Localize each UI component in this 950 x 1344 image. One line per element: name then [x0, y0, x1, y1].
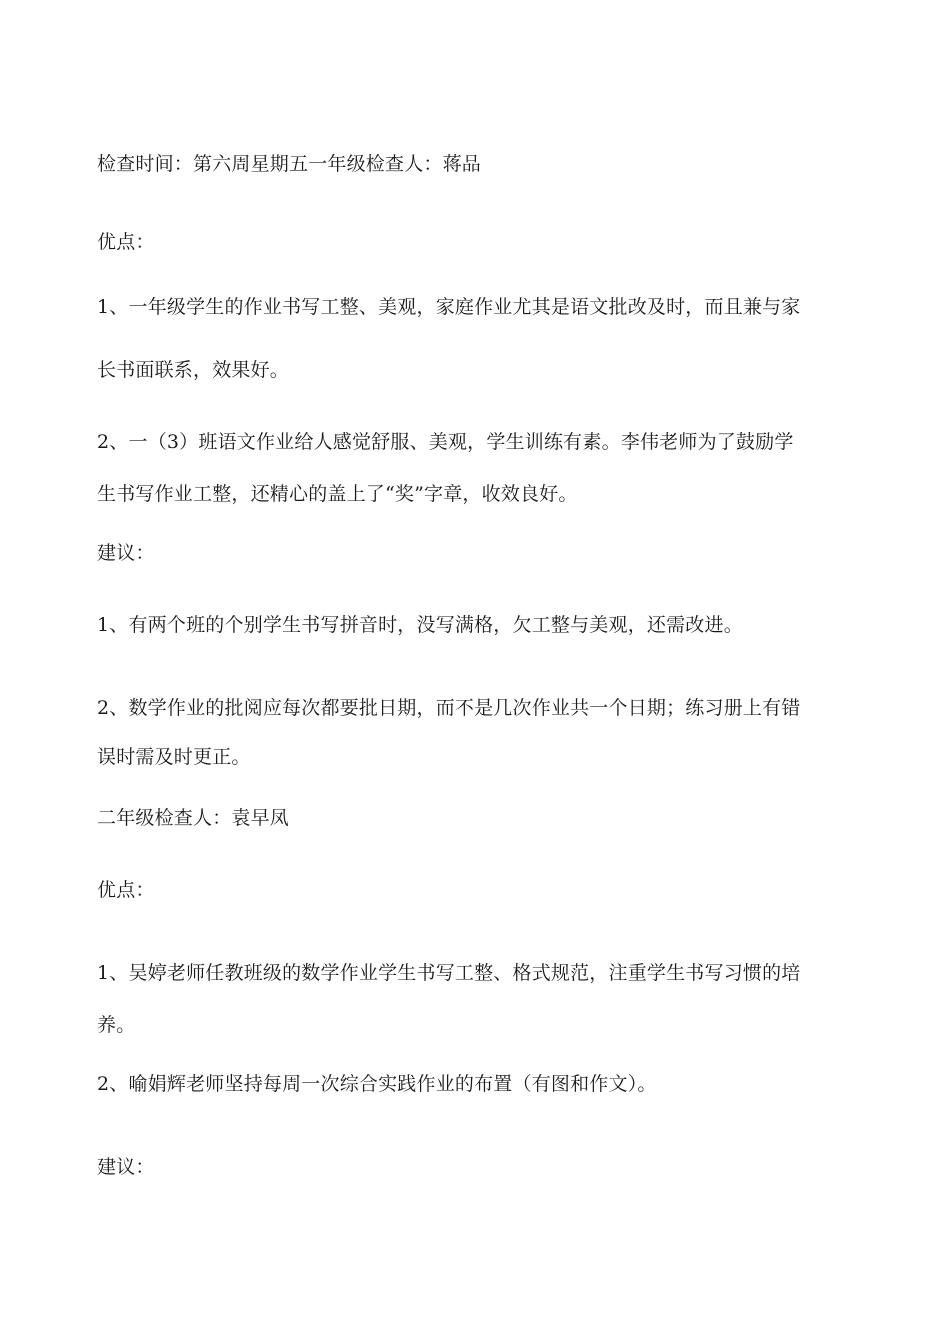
strength-item-4: 2、喻娟辉老师坚持每周一次综合实践作业的布置（有图和作文）。	[97, 1073, 657, 1095]
suggestion-item-2-line-1: 2、数学作业的批阅应每次都要批日期，而不是几次作业共一个日期；练习册上有错	[97, 697, 801, 719]
strength-item-3-line-2: 养。	[97, 1014, 136, 1036]
section-heading-suggestions: 建议：	[97, 542, 155, 564]
strength-item-3-line-1: 1、吴婷老师任教班级的数学作业学生书写工整、格式规范，注重学生书写习惯的培	[97, 962, 801, 984]
strength-item-2-line-1: 2、一（3）班语文作业给人感觉舒服、美观，学生训练有素。李伟老师为了鼓励学	[97, 431, 794, 453]
suggestion-item-2-line-2: 误时需及时更正。	[97, 746, 251, 768]
section-heading-suggestions-2: 建议：	[97, 1156, 155, 1178]
inspection-header-grade-1: 检查时间：第六周星期五一年级检查人：蒋品	[97, 153, 482, 175]
section-heading-strengths-2: 优点：	[97, 879, 155, 901]
strength-item-1-line-1: 1、一年级学生的作业书写工整、美观，家庭作业尤其是语文批改及时，而且兼与家	[97, 296, 801, 318]
strength-item-1-line-2: 长书面联系，效果好。	[97, 359, 290, 381]
suggestion-item-1: 1、有两个班的个别学生书写拼音时，没写满格，欠工整与美观，还需改进。	[97, 614, 743, 636]
section-heading-strengths: 优点：	[97, 231, 155, 253]
inspection-header-grade-2: 二年级检查人：袁早凤	[97, 807, 290, 829]
strength-item-2-line-2: 生书写作业工整，还精心的盖上了“奖”字章，收效良好。	[97, 483, 578, 505]
